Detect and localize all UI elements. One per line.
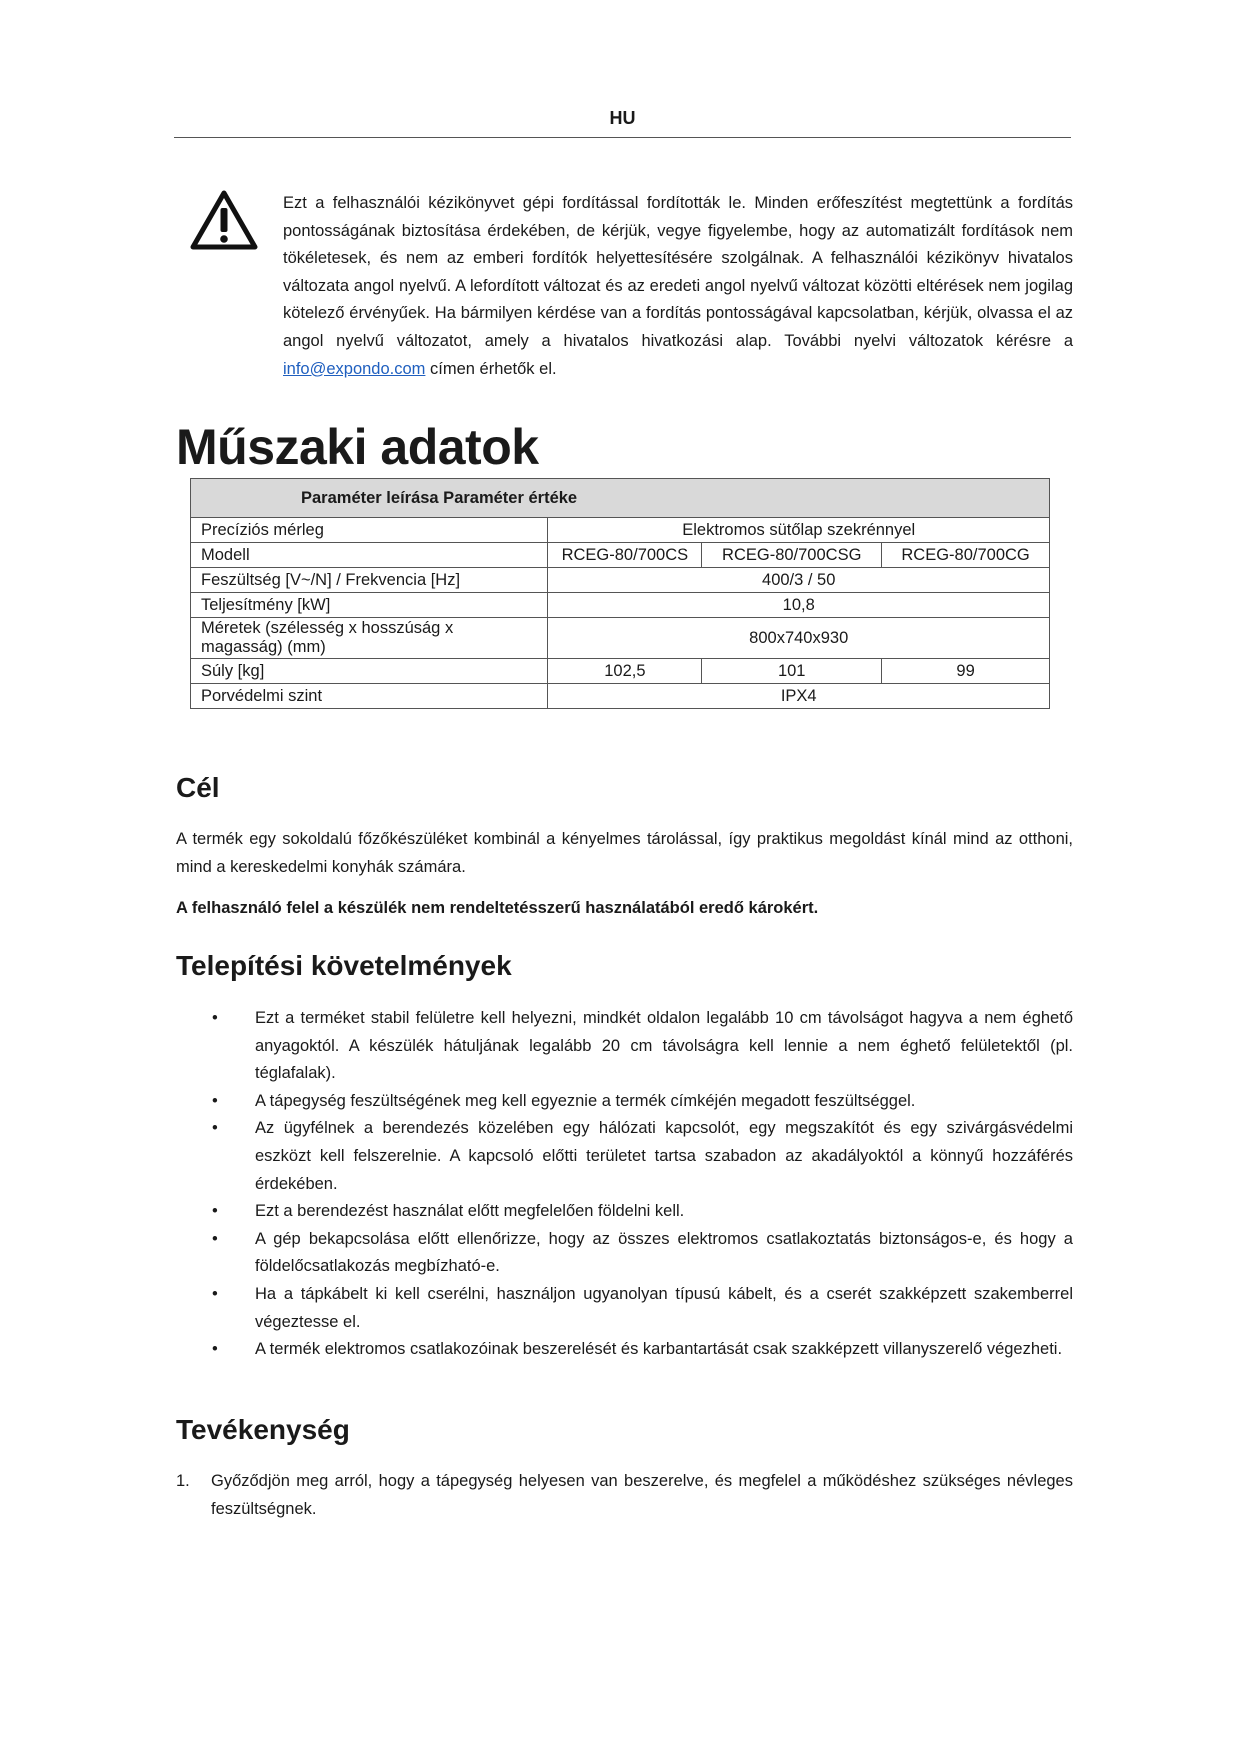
- disclaimer-text: Ezt a felhasználói kézikönyvet gépi fordítással fordították le. Minden erőfeszítést megtettünk a fordítás pontosságának biztosítása érdekében, de kérjük, vegye figyelembe, hogy az automatizált fordítások nem tökéletesek, és nem az emberi fordítók helyettesítésére szolgálnak. A felhasználói kézikönyv hivatalos változata angol nyelvű. A lefordított változat és az eredeti angol nyelvű változat közötti eltérések nem jogilag kötelező érvényűek. Ha bármilyen kérdése van a fordítás pontosságával kapcsolatban, kérjük, olvassa el az angol nyelvű változatot, amely a hivatalos hivatkozási alap. További nyelvi változatok kérésre a: [283, 194, 1073, 350]
- bullet: •: [212, 1119, 218, 1138]
- param-label: Precíziós mérleg: [191, 518, 548, 543]
- list-item-text: A tápegység feszültségének meg kell egyeznie a termék címkéjén megadott feszültséggel.: [255, 1091, 916, 1110]
- language-header: HU: [609, 108, 636, 128]
- list-item: [176, 1005, 1073, 1088]
- installation-title: Telepítési követelmények: [176, 950, 512, 981]
- param-value: 101: [702, 659, 882, 684]
- bullet: •: [212, 1229, 218, 1248]
- operation-steps: [176, 1468, 1073, 1523]
- list-item: [176, 1088, 1073, 1116]
- param-label: Súly [kg]: [191, 659, 548, 684]
- installation-list: [176, 1005, 1073, 1364]
- step-number: 1.: [176, 1472, 190, 1490]
- param-value: IPX4: [548, 684, 1050, 709]
- list-item: [176, 1226, 1073, 1281]
- email-link[interactable]: info@expondo.com: [283, 359, 426, 378]
- param-value: 102,5: [548, 659, 702, 684]
- purpose-title: Cél: [176, 772, 220, 803]
- step-text: Győződjön meg arról, hogy a tápegység helyesen van beszerelve, és megfelel a működéshez szükséges névleges feszültségnek.: [211, 1472, 1073, 1518]
- disclaimer-text-end: címen érhetők el.: [425, 359, 557, 378]
- table-row: [191, 684, 1050, 709]
- table-header-text: Paraméter leírása Paraméter értéke: [301, 488, 578, 507]
- param-label: Feszültség [V~/N] / Frekvencia [Hz]: [191, 568, 548, 593]
- param-value: 10,8: [548, 593, 1050, 618]
- param-value: 400/3 / 50: [548, 568, 1050, 593]
- table-row: [191, 543, 1050, 568]
- param-value: 99: [882, 659, 1050, 684]
- param-label: Porvédelmi szint: [191, 684, 548, 709]
- translation-disclaimer: [283, 190, 1073, 383]
- list-item: [176, 1336, 1073, 1364]
- param-value: Elektromos sütőlap szekrénnyel: [548, 518, 1050, 543]
- param-label: Teljesítmény [kW]: [191, 593, 548, 618]
- table-header-row: [191, 479, 1050, 518]
- list-item-text: Az ügyfélnek a berendezés közelében egy hálózati kapcsolót, egy megszakítót és egy szivárgásvédelmi eszközt kell felszerelnie. A kapcsoló előtti területet tartsa szabadon az akadályoktól a könnyű hozzáférés érdekében.: [255, 1119, 1073, 1193]
- param-label: Méretek (szélesség x hosszúság x magasság) (mm): [191, 618, 548, 659]
- param-value: RCEG-80/700CS: [548, 543, 702, 568]
- bullet: •: [212, 1284, 218, 1303]
- table-row: [191, 618, 1050, 659]
- table-row: [191, 518, 1050, 543]
- list-item: [176, 1468, 1073, 1523]
- param-label: Modell: [191, 543, 548, 568]
- bullet: •: [212, 1009, 218, 1027]
- operation-title: Tevékenység: [176, 1414, 350, 1445]
- list-item-text: A termék elektromos csatlakozóinak beszerelését és karbantartását csak szakképzett villanyszerelő végezheti.: [255, 1340, 1063, 1359]
- bullet: •: [212, 1091, 218, 1110]
- purpose-text: A termék egy sokoldalú főzőkészüléket kombinál a kényelmes tárolással, így praktikus megoldást kínál mind az otthoni, mind a kereskedelmi konyhák számára.: [176, 830, 1073, 876]
- list-item-text: Ezt a berendezést használat előtt megfelelően földelni kell.: [255, 1202, 685, 1221]
- param-value: RCEG-80/700CSG: [702, 543, 882, 568]
- list-item-text: A gép bekapcsolása előtt ellenőrizze, hogy az összes elektromos csatlakoztatás biztonságos-e, és hogy a földelőcsatlakozás megbízható-e.: [255, 1229, 1073, 1276]
- list-item-text: Ha a tápkábelt ki kell cserélni, használjon ugyanolyan típusú kábelt, és a cserét szakképzett szakemberrel végeztesse el.: [255, 1284, 1073, 1331]
- header-divider: [174, 137, 1071, 138]
- list-item: [176, 1198, 1073, 1226]
- list-item-text: Ezt a terméket stabil felületre kell helyezni, mindkét oldalon legalább 10 cm távolságot hagyva a nem éghető anyagoktól. A készülék hátuljának legalább 20 cm távolságra kell lennie a nem éghető felületektől (pl. téglafalak).: [255, 1009, 1073, 1083]
- specs-table: [190, 478, 1050, 709]
- table-row: [191, 659, 1050, 684]
- table-row: [191, 568, 1050, 593]
- liability-notice: A felhasználó felel a készülék nem rendeltetésszerű használatából eredő károkért.: [176, 899, 819, 917]
- bullet: •: [212, 1202, 218, 1221]
- list-item: [176, 1115, 1073, 1198]
- bullet: •: [212, 1340, 218, 1359]
- warning-triangle-icon: [190, 190, 258, 250]
- param-value: 800x740x930: [548, 618, 1050, 659]
- param-value: RCEG-80/700CG: [882, 543, 1050, 568]
- table-row: [191, 593, 1050, 618]
- specs-title: Műszaki adatok: [176, 419, 539, 475]
- list-item: [176, 1281, 1073, 1336]
- table-header-cell: [191, 479, 1050, 518]
